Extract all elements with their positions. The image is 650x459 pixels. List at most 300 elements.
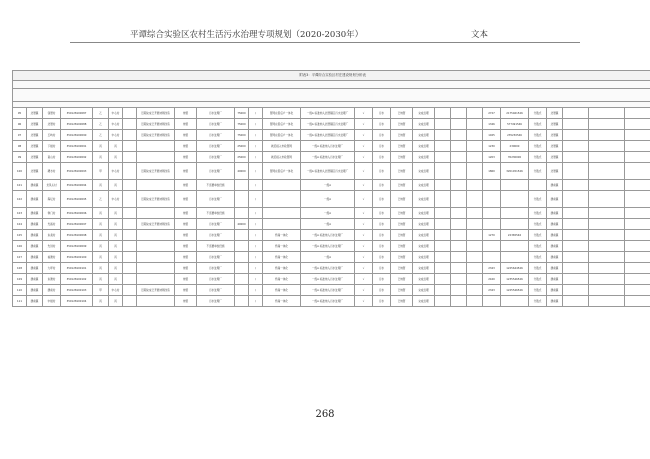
table-cell: 75000 bbox=[235, 119, 249, 130]
table-cell: 101 bbox=[13, 180, 27, 191]
table-cell bbox=[483, 208, 501, 219]
table-cell bbox=[137, 180, 175, 191]
table-cell: 丙 bbox=[109, 208, 123, 219]
table-cell bbox=[235, 274, 249, 285]
table-cell bbox=[589, 130, 625, 141]
table-cell: 1025 bbox=[483, 130, 501, 141]
table-cell: √ bbox=[355, 130, 373, 141]
table-cell: 终端一体化 bbox=[263, 274, 301, 285]
table-cell: 110 bbox=[13, 285, 27, 296]
table-cell: 107 bbox=[13, 252, 27, 263]
table-cell: / bbox=[249, 241, 263, 252]
table-cell: 丙 bbox=[93, 252, 109, 263]
table-cell bbox=[123, 208, 137, 219]
table-cell bbox=[467, 163, 483, 180]
table-cell: 丙 bbox=[93, 208, 109, 219]
table-cell: / bbox=[249, 274, 263, 285]
table-cell: 22365546 bbox=[501, 230, 529, 241]
table-cell: 一级A bbox=[301, 219, 355, 230]
table-cell: 澳前镇 bbox=[27, 263, 43, 274]
table-cell bbox=[123, 252, 137, 263]
table-cell: / bbox=[249, 285, 263, 296]
table-cell: / bbox=[249, 130, 263, 141]
table-cell bbox=[467, 130, 483, 141]
table-cell: 一级A 标准纳入污水处理厂 bbox=[301, 296, 355, 307]
table-cell: 乙 bbox=[93, 191, 109, 208]
table-row bbox=[13, 230, 650, 241]
table-cell bbox=[467, 230, 483, 241]
table-cell: 看澳村 bbox=[43, 252, 61, 263]
table-cell: / bbox=[249, 152, 263, 163]
table-cell bbox=[563, 152, 589, 163]
table-cell: 丙 bbox=[109, 252, 123, 263]
table-cell bbox=[435, 108, 451, 119]
table-cell: 钟门村 bbox=[43, 208, 61, 219]
table-cell bbox=[501, 241, 529, 252]
table-cell: / bbox=[249, 252, 263, 263]
table-cell bbox=[467, 152, 483, 163]
table-cell: 丙 bbox=[93, 274, 109, 285]
table-cell: / bbox=[249, 219, 263, 230]
table-cell: √ bbox=[355, 208, 373, 219]
table-cell: 丙 bbox=[109, 296, 123, 307]
table-cell bbox=[123, 180, 137, 191]
table-cell bbox=[501, 219, 529, 230]
table-cell: √ bbox=[355, 119, 373, 130]
table-cell: 一级A 标准纳入污水处理厂 bbox=[301, 285, 355, 296]
table-cell: 近期完成已开展纳网改造 bbox=[137, 285, 175, 296]
table-cell: 北厝镇 bbox=[27, 130, 43, 141]
table-cell: 污水处理厂 bbox=[197, 152, 235, 163]
table-cell bbox=[625, 219, 650, 230]
table-cell: 近期完成已开展纳网改造 bbox=[137, 219, 175, 230]
table-cell bbox=[435, 241, 451, 252]
table-cell bbox=[435, 152, 451, 163]
table-row bbox=[13, 219, 650, 230]
table-cell bbox=[563, 274, 589, 285]
table-cell: √ bbox=[355, 296, 373, 307]
table-cell: 350128100090 bbox=[61, 130, 93, 141]
table-cell: 一级A 标准纳入北厝镇区污水处理厂 bbox=[301, 119, 355, 130]
table-cell bbox=[451, 108, 467, 119]
table-cell bbox=[435, 141, 451, 152]
table-cell bbox=[467, 285, 483, 296]
table-cell: 分散式 bbox=[529, 263, 547, 274]
table-cell: 已纳管 bbox=[391, 219, 413, 230]
table-cell: 管网完善后户一体化 bbox=[263, 163, 301, 180]
table-cell bbox=[625, 141, 650, 152]
table-cell bbox=[589, 119, 625, 130]
table-cell: 澳前镇 bbox=[547, 208, 563, 219]
table-cell: 一级A 标准纳入污水处理厂 bbox=[301, 230, 355, 241]
table-cell: 污水处理厂 bbox=[197, 263, 235, 274]
table-cell: 3201451546 bbox=[501, 163, 529, 180]
table-cell: 75000 bbox=[235, 130, 249, 141]
table-row bbox=[13, 180, 650, 191]
table-cell bbox=[625, 241, 650, 252]
table-cell: 近期完成已开展纳网改造 bbox=[137, 191, 175, 208]
table-cell: 一级A bbox=[301, 180, 355, 191]
table-cell bbox=[467, 208, 483, 219]
table-cell: / bbox=[249, 230, 263, 241]
table-cell: 中心村 bbox=[109, 191, 123, 208]
table-cell: 澳前镇 bbox=[27, 241, 43, 252]
table-cell: 污水处理厂 bbox=[197, 163, 235, 180]
table-cell: 纳管 bbox=[175, 285, 197, 296]
table-cell: 终端一体化 bbox=[263, 285, 301, 296]
table-cell bbox=[625, 130, 650, 141]
table-cell: 350128100091 bbox=[61, 141, 93, 152]
table-cell: 污水 bbox=[373, 108, 391, 119]
table-cell: 1270 bbox=[483, 230, 501, 241]
table-cell bbox=[235, 285, 249, 296]
table-cell bbox=[137, 252, 175, 263]
table-cell bbox=[625, 191, 650, 208]
table-cell: 近期完成已开展纳网改造 bbox=[137, 163, 175, 180]
table-cell: 分散式 bbox=[529, 119, 547, 130]
table-cell: 235230546 bbox=[501, 130, 529, 141]
village-sewage-table bbox=[12, 70, 650, 307]
table-cell: 大坪村 bbox=[43, 263, 61, 274]
table-cell: 污水处理厂 bbox=[197, 108, 235, 119]
table-cell: 分散式 bbox=[529, 130, 547, 141]
table-cell: √ bbox=[355, 241, 373, 252]
table-cell bbox=[589, 285, 625, 296]
table-cell bbox=[589, 296, 625, 307]
table-cell bbox=[625, 230, 650, 241]
table-cell: 管网完善后户一体化 bbox=[263, 108, 301, 119]
table-cell: 澳前镇 bbox=[27, 208, 43, 219]
table-cell: / bbox=[249, 141, 263, 152]
table-cell bbox=[435, 130, 451, 141]
table-cell: 澳前镇 bbox=[27, 296, 43, 307]
table-cell bbox=[263, 191, 301, 208]
table-cell bbox=[137, 141, 175, 152]
table-cell: 完成治理 bbox=[413, 108, 435, 119]
table-cell: 一级A bbox=[301, 252, 355, 263]
table-cell bbox=[529, 180, 547, 191]
table-cell: 已纳管 bbox=[391, 180, 413, 191]
table-cell: / bbox=[249, 163, 263, 180]
table-cell: 不需要单独设施 bbox=[197, 241, 235, 252]
table-cell bbox=[589, 263, 625, 274]
section-label: 文本 bbox=[470, 30, 488, 40]
table-cell: 已纳管 bbox=[391, 230, 413, 241]
table-cell: 98 bbox=[13, 141, 27, 152]
table-header bbox=[13, 81, 650, 89]
table-cell: 污水 bbox=[373, 252, 391, 263]
header-rule bbox=[70, 42, 580, 43]
table-cell bbox=[435, 180, 451, 191]
table-cell: 纳管 bbox=[175, 219, 197, 230]
table-cell: 230000 bbox=[501, 141, 529, 152]
table-cell: 完成治理 bbox=[413, 219, 435, 230]
table-cell: 澳前镇 bbox=[547, 180, 563, 191]
table-cell bbox=[137, 296, 175, 307]
table-cell: 中心村 bbox=[109, 119, 123, 130]
table-cell: 澳前镇 bbox=[27, 219, 43, 230]
table-caption: 附表3：平谭综合实验区村庄建设规划分析表 bbox=[13, 71, 650, 81]
document-title: 平谭综合实验区农村生活污水治理专项规划（2020-2030年） bbox=[130, 30, 364, 40]
table-cell: 350128100098 bbox=[61, 230, 93, 241]
table-cell: 分散式 bbox=[529, 191, 547, 208]
table-cell: 丙 bbox=[93, 141, 109, 152]
table-cell bbox=[451, 141, 467, 152]
table-cell bbox=[625, 163, 650, 180]
table-cell bbox=[435, 263, 451, 274]
table-cell: 111 bbox=[13, 296, 27, 307]
table-cell: 分散式 bbox=[529, 163, 547, 180]
table-cell bbox=[235, 180, 249, 191]
table-cell: 1225546546 bbox=[501, 285, 529, 296]
table-cell: 纳管 bbox=[175, 141, 197, 152]
table-cell: 纳管 bbox=[175, 163, 197, 180]
table-cell: 完成治理 bbox=[413, 152, 435, 163]
table-cell: 完成治理 bbox=[413, 119, 435, 130]
table-cell: 污水 bbox=[373, 230, 391, 241]
table-cell bbox=[589, 219, 625, 230]
table-cell: 污水 bbox=[373, 119, 391, 130]
table-cell: 350128100101 bbox=[61, 263, 93, 274]
table-cell bbox=[483, 241, 501, 252]
table-cell: 北厝镇 bbox=[547, 152, 563, 163]
table-cell: 丙 bbox=[109, 180, 123, 191]
table-cell bbox=[435, 230, 451, 241]
table-cell bbox=[137, 241, 175, 252]
table-cell bbox=[263, 180, 301, 191]
table-cell bbox=[483, 191, 501, 208]
table-cell bbox=[589, 180, 625, 191]
table-cell bbox=[263, 219, 301, 230]
table-cell: √ bbox=[355, 163, 373, 180]
table-row bbox=[13, 152, 650, 163]
table-cell bbox=[483, 219, 501, 230]
table-cell bbox=[235, 252, 249, 263]
table-cell: 完成治理 bbox=[413, 296, 435, 307]
table-cell: 污水 bbox=[373, 152, 391, 163]
table-cell: 2343 bbox=[483, 263, 501, 274]
table-cell bbox=[137, 152, 175, 163]
table-cell: 纳管 bbox=[175, 241, 197, 252]
table-cell: 澳前村 bbox=[43, 285, 61, 296]
table-cell bbox=[563, 108, 589, 119]
table-cell bbox=[451, 152, 467, 163]
table-cell: 已纳管 bbox=[391, 285, 413, 296]
table-cell: 分散式 bbox=[529, 285, 547, 296]
table-cell bbox=[435, 274, 451, 285]
table-cell bbox=[563, 208, 589, 219]
table-cell bbox=[137, 230, 175, 241]
table-row bbox=[13, 163, 650, 180]
table-cell bbox=[451, 130, 467, 141]
table-cell: 污水处理厂 bbox=[197, 191, 235, 208]
table-cell: 丙 bbox=[109, 241, 123, 252]
table-cell: 污水处理厂 bbox=[197, 230, 235, 241]
table-cell bbox=[451, 191, 467, 208]
table-cell: 乙 bbox=[93, 108, 109, 119]
table-cell: 纳管 bbox=[175, 208, 197, 219]
table-cell: 35230000 bbox=[501, 152, 529, 163]
page-number: 268 bbox=[315, 409, 335, 420]
table-cell bbox=[123, 219, 137, 230]
table-cell bbox=[563, 130, 589, 141]
table-cell: 污水处理厂 bbox=[197, 130, 235, 141]
table-cell bbox=[123, 241, 137, 252]
table-cell bbox=[137, 263, 175, 274]
table-cell: 完成治理 bbox=[413, 285, 435, 296]
table-cell: 纳管 bbox=[175, 274, 197, 285]
table-cell: √ bbox=[355, 219, 373, 230]
table-cell bbox=[563, 263, 589, 274]
table-cell bbox=[501, 296, 529, 307]
table-cell: 2175461546 bbox=[501, 108, 529, 119]
table-cell: 已纳管 bbox=[391, 130, 413, 141]
table-cell: 中心村 bbox=[109, 163, 123, 180]
table-cell bbox=[563, 119, 589, 130]
table-cell bbox=[589, 152, 625, 163]
table-cell: 108 bbox=[13, 263, 27, 274]
table-cell: 一级A 标准纳入污水处理厂 bbox=[301, 241, 355, 252]
table-cell: 中心村 bbox=[109, 285, 123, 296]
table-cell: 澳前镇 bbox=[547, 219, 563, 230]
table-cell: 分散式 bbox=[529, 252, 547, 263]
table-cell: 污水 bbox=[373, 130, 391, 141]
table-cell bbox=[123, 152, 137, 163]
table-cell: 污水 bbox=[373, 285, 391, 296]
table-cell: 分散式 bbox=[529, 296, 547, 307]
table-cell: 350128100104 bbox=[61, 296, 93, 307]
table-cell bbox=[467, 274, 483, 285]
table-cell: 分散式 bbox=[529, 141, 547, 152]
table-cell bbox=[625, 263, 650, 274]
table-cell bbox=[123, 119, 137, 130]
table-cell bbox=[451, 219, 467, 230]
table-cell: 光裕村 bbox=[43, 219, 61, 230]
table-cell: 东澳村 bbox=[43, 274, 61, 285]
table-cell: 完成治理 bbox=[413, 163, 435, 180]
table-cell: 纳管 bbox=[175, 119, 197, 130]
table-cell: 分散式 bbox=[529, 230, 547, 241]
table-cell bbox=[123, 285, 137, 296]
table-cell: 终端一体化 bbox=[263, 296, 301, 307]
table-cell: 污水处理厂 bbox=[197, 219, 235, 230]
table-cell: 澳前镇 bbox=[547, 252, 563, 263]
table-cell: 北厝镇 bbox=[547, 108, 563, 119]
table-cell: 污水 bbox=[373, 163, 391, 180]
table-cell: 40000 bbox=[235, 163, 249, 180]
table-cell: 已纳管 bbox=[391, 241, 413, 252]
table-cell: 577491546 bbox=[501, 119, 529, 130]
table-cell bbox=[137, 208, 175, 219]
table-cell: 澳前镇 bbox=[547, 285, 563, 296]
table-cell: 1230 bbox=[483, 141, 501, 152]
table-cell: 钱厝村 bbox=[43, 108, 61, 119]
table-cell: √ bbox=[355, 108, 373, 119]
table-cell bbox=[467, 141, 483, 152]
table-cell: 96 bbox=[13, 119, 27, 130]
table-cell: 乙 bbox=[93, 130, 109, 141]
table-cell: 澳前镇 bbox=[27, 191, 43, 208]
table-cell: 中楼村 bbox=[43, 296, 61, 307]
table-cell bbox=[451, 252, 467, 263]
table-cell: 105 bbox=[13, 230, 27, 241]
table-cell: 已纳管 bbox=[391, 163, 413, 180]
table-cell bbox=[625, 152, 650, 163]
table-cell: / bbox=[249, 191, 263, 208]
table-cell: 一级A 标准纳入污水处理厂 bbox=[301, 274, 355, 285]
table-cell: √ bbox=[355, 152, 373, 163]
table-cell: 污水 bbox=[373, 208, 391, 219]
table-cell: 管网完善后户一体化 bbox=[263, 119, 301, 130]
table-cell: 2727 bbox=[483, 108, 501, 119]
table-cell: 1346 bbox=[483, 119, 501, 130]
table-cell: 350128100094 bbox=[61, 180, 93, 191]
table-cell bbox=[451, 180, 467, 191]
table-cell: 丙 bbox=[109, 230, 123, 241]
table-cell: √ bbox=[355, 263, 373, 274]
table-cell: 北厝镇 bbox=[27, 141, 43, 152]
table-cell: 350128100100 bbox=[61, 252, 93, 263]
table-cell: 丙 bbox=[93, 296, 109, 307]
table-cell: 一级A 标准纳入污水处理厂 bbox=[301, 263, 355, 274]
table-cell bbox=[625, 208, 650, 219]
table-cell: 纳管 bbox=[175, 263, 197, 274]
table-cell: 甲 bbox=[93, 285, 109, 296]
table-cell bbox=[451, 296, 467, 307]
table-cell: 100 bbox=[13, 163, 27, 180]
table-cell: 污水 bbox=[373, 263, 391, 274]
table-cell bbox=[451, 241, 467, 252]
table-cell bbox=[451, 285, 467, 296]
table-cell bbox=[435, 285, 451, 296]
table-cell: 北厝镇 bbox=[27, 152, 43, 163]
table-subheader bbox=[13, 89, 650, 102]
table-cell: 北厝镇 bbox=[27, 108, 43, 119]
table-cell bbox=[625, 180, 650, 191]
table-cell: 纳管 bbox=[175, 230, 197, 241]
table-cell: 106 bbox=[13, 241, 27, 252]
table-cell bbox=[235, 230, 249, 241]
table-cell: 完成治理 bbox=[413, 263, 435, 274]
table-cell: 已纳管 bbox=[391, 296, 413, 307]
table-cell: 已纳管 bbox=[391, 208, 413, 219]
table-cell bbox=[467, 108, 483, 119]
table-cell: 350128100087 bbox=[61, 108, 93, 119]
table-cell bbox=[501, 191, 529, 208]
table-cell: 一级A bbox=[301, 191, 355, 208]
table-cell: 分散式 bbox=[529, 274, 547, 285]
table-cell bbox=[563, 180, 589, 191]
table-cell bbox=[123, 141, 137, 152]
table-cell: 纳管 bbox=[175, 191, 197, 208]
table-cell: 已纳管 bbox=[391, 141, 413, 152]
table-cell: 350128100103 bbox=[61, 285, 93, 296]
table-cell: 就近接入市政管网 bbox=[263, 141, 301, 152]
table-cell bbox=[589, 141, 625, 152]
table-cell: 污水 bbox=[373, 141, 391, 152]
table-row bbox=[13, 119, 650, 130]
table-cell: 已纳管 bbox=[391, 108, 413, 119]
table-cell: 完成治理 bbox=[413, 241, 435, 252]
table-cell bbox=[625, 119, 650, 130]
table-cell: 龙凤头村 bbox=[43, 180, 61, 191]
table-cell: 北厝镇 bbox=[547, 141, 563, 152]
table-cell: 350128100095 bbox=[61, 191, 93, 208]
table-cell bbox=[563, 141, 589, 152]
table-cell bbox=[589, 274, 625, 285]
table-cell bbox=[137, 274, 175, 285]
table-cell: / bbox=[249, 263, 263, 274]
